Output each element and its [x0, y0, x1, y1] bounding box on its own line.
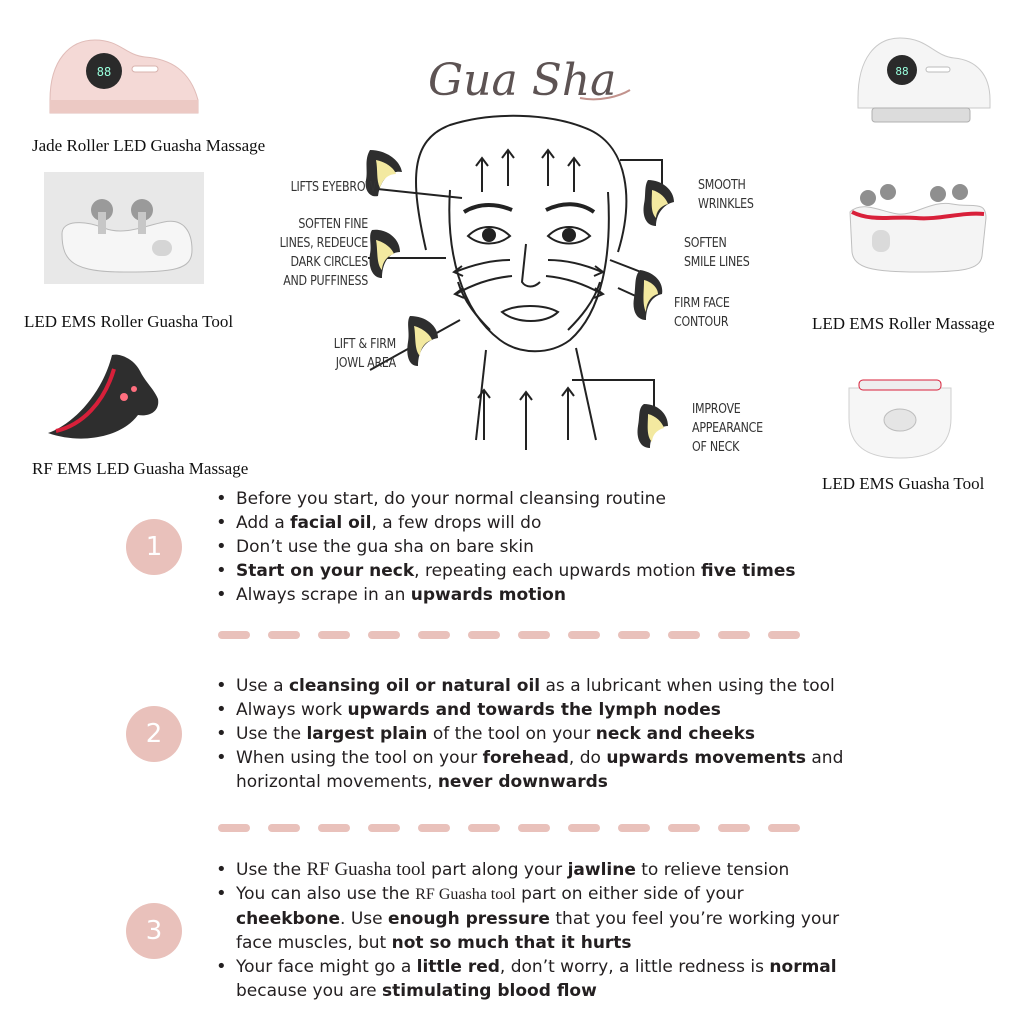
- red-rf-guasha-icon: [42, 345, 162, 445]
- list-item: • Always work upwards and towards the lymph nodes: [214, 698, 843, 722]
- product-caption: LED EMS Roller Guasha Tool: [24, 312, 234, 331]
- dashed-divider: [218, 631, 800, 639]
- label-smooth-wrinkles: SMOOTH WRINKLES: [698, 177, 754, 212]
- roller-guasha-icon: [44, 172, 204, 284]
- label-lift-firm-jowl: LIFT & FIRM JOWL AREA: [333, 336, 396, 371]
- list-item: • Don’t use the gua sha on bare skin: [214, 535, 795, 559]
- step-2-list: [214, 674, 843, 794]
- list-item: • Start on your neck, repeating each upwards motion five times: [214, 559, 795, 583]
- label-improve-neck: IMPROVE APPEARANCE OF NECK: [692, 401, 763, 455]
- list-item: • You can also use the RF Guasha tool part on either side of your cheekbone. Use enough pressure that you feel you’re working your face muscles, but not so much that it hurts: [214, 882, 839, 955]
- step-number-badge: 1: [126, 519, 182, 575]
- list-item: • Use a cleansing oil or natural oil as a lubricant when using the tool: [214, 674, 843, 698]
- pink-led-guasha-icon: [40, 25, 205, 120]
- label-soften-fine-lines: SOFTEN FINE LINES, REDEUCE DARK CIRCLES AND PUFFINESS: [279, 216, 368, 289]
- label-firm-face-contour: FIRM FACE CONTOUR: [674, 295, 730, 330]
- list-item: • Before you start, do your normal cleansing routine: [214, 487, 795, 511]
- list-item: • Your face might go a little red, don’t worry, a little redness is normal because you are stimulating blood flow: [214, 955, 839, 1003]
- white-ems-guasha-icon: [845, 368, 955, 463]
- svg-text:88: 88: [96, 65, 112, 79]
- list-item: • Add a facial oil, a few drops will do: [214, 511, 795, 535]
- list-item: • When using the tool on your forehead, do upwards movements and horizontal movements, never downwards: [214, 746, 843, 794]
- product-caption: Jade Roller LED Guasha Massage: [32, 136, 266, 155]
- product-caption: RF EMS LED Guasha Massage: [32, 459, 249, 478]
- list-item: • Use the RF Guasha tool part along your jawline to relieve tension: [214, 858, 839, 882]
- label-lifts-eyebrow: LIFTS EYEBROW: [290, 179, 376, 195]
- product-caption: LED EMS Guasha Tool: [822, 474, 985, 493]
- svg-text:88: 88: [895, 65, 909, 78]
- dashed-divider: [218, 824, 800, 832]
- label-soften-smile-lines: SOFTEN SMILE LINES: [684, 235, 750, 270]
- list-item: • Always scrape in an upwards motion: [214, 583, 795, 607]
- red-roller-massager-icon: [842, 178, 992, 278]
- list-item: • Use the largest plain of the tool on your neck and cheeks: [214, 722, 843, 746]
- product-caption: LED EMS Roller Massage: [812, 314, 995, 333]
- step-number-badge: 3: [126, 903, 182, 959]
- step-3-list: [214, 858, 839, 1003]
- white-led-guasha-icon: [850, 28, 995, 128]
- step-number-badge: 2: [126, 706, 182, 762]
- step-1-list: [214, 487, 795, 607]
- page-title: Gua Sha: [428, 55, 617, 106]
